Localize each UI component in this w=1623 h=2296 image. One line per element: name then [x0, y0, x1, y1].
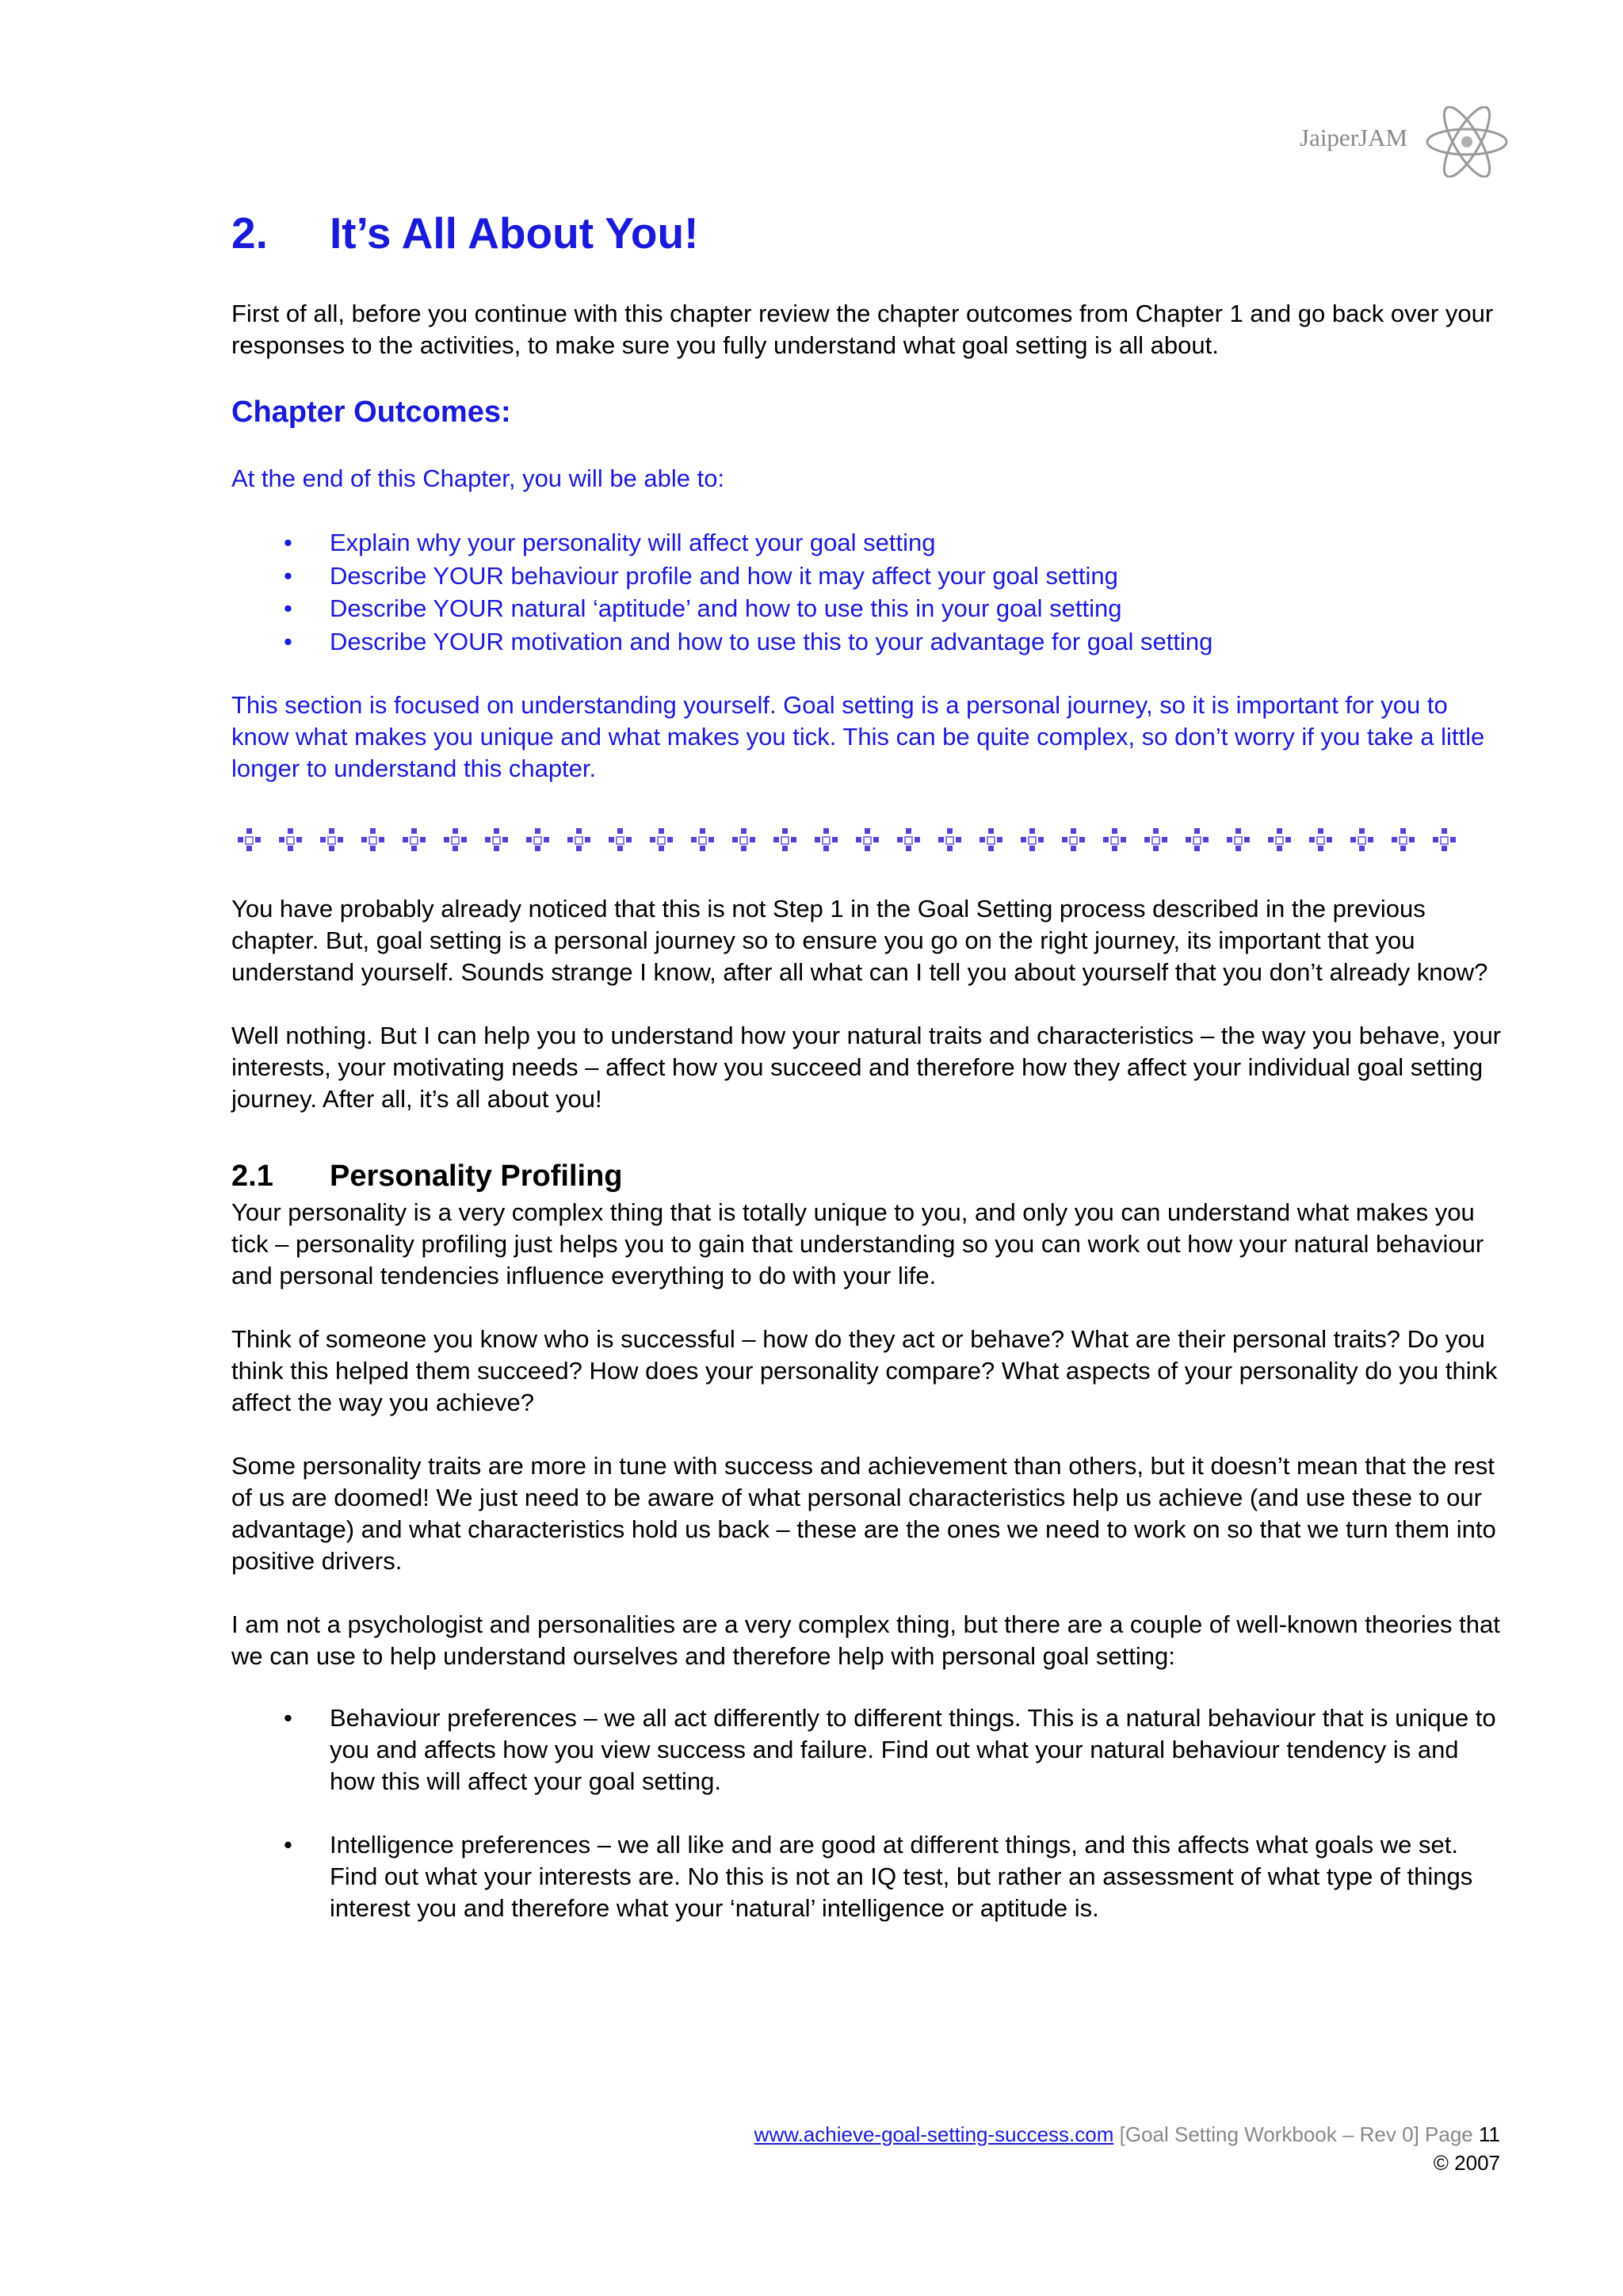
- section-paragraph: Some personality traits are more in tune with success and achievement than others, but it doesn’t mean that the rest of us are doomed! We just need to be aware of what personal characteristics help us achieve (and use these to our advantage) and what characteristics hold us back – these are the ones we need to work on so that we turn them into positive drivers.: [231, 1452, 1496, 1575]
- list-item: [231, 560, 1503, 593]
- website-link[interactable]: www.achieve-goal-setting-success.com: [754, 2122, 1114, 2146]
- divider-motif: [980, 828, 1002, 851]
- footer-line: [754, 2120, 1500, 2149]
- divider-motif: [1103, 828, 1126, 851]
- divider-motif: [1062, 828, 1085, 851]
- list-item-text: Intelligence preferences – we all like and are good at different things, and this affects what goals we set. Find out what your interests are. No this is not an IQ test, but rather an assessment of what type of things interest you and therefore what your ‘natural’ intelligence or aptitude is.: [330, 1831, 1473, 1922]
- divider-motif: [609, 828, 632, 851]
- section-paragraph: Think of someone you know who is successful – how do they act or behave? What are their personal traits? Do you think this helped them succeed? How does your personality compare? What aspects of your personality do you think affect the way you achieve?: [231, 1325, 1498, 1416]
- divider-motif: [526, 828, 549, 851]
- divider-motif: [650, 828, 673, 851]
- divider-motif: [320, 828, 343, 851]
- divider-motif: [238, 828, 261, 851]
- section-heading: [231, 1157, 1503, 1195]
- section-paragraph: Your personality is a very complex thing that is totally unique to you, and only you can understand what makes you tick – personality profiling just helps you to gain that understanding so you can work out how your natural behaviour and personal tendencies influence everything to do with your life.: [231, 1198, 1484, 1289]
- intro-paragraph: First of all, before you continue with this chapter review the chapter outcomes from Chapter 1 and go back over your responses to the activities, to make sure you fully understand what goal setting is all about.: [231, 300, 1494, 359]
- jaiperjam-logo: [1300, 106, 1514, 178]
- bullet-icon: •: [284, 1704, 292, 1732]
- chapter-title: [231, 202, 1503, 264]
- list-item-text: Describe YOUR motivation and how to use this to your advantage for goal setting: [330, 627, 1213, 655]
- list-item: [231, 625, 1503, 659]
- divider-motif: [1227, 828, 1250, 851]
- list-item: [231, 1829, 1503, 1924]
- list-item-text: Describe YOUR natural ‘aptitude’ and how to use this in your goal setting: [330, 594, 1122, 622]
- page-footer: [754, 2120, 1500, 2177]
- outcomes-lead: At the end of this Chapter, you will be able to:: [231, 464, 725, 492]
- divider-motif: [732, 828, 755, 851]
- chapter-number: 2.: [231, 208, 268, 258]
- divider-motif: [361, 828, 384, 851]
- bullet-icon: •: [284, 594, 292, 622]
- list-item-text: Describe YOUR behaviour profile and how it may affect your goal setting: [330, 561, 1118, 590]
- divider-motif: [567, 828, 590, 851]
- workbook-label: [Goal Setting Workbook – Rev 0]: [1119, 2122, 1419, 2146]
- theories-list: [231, 1702, 1503, 1924]
- list-item-text: Behaviour preferences – we all act differently to different things. This is a natural behaviour that is unique to you and affects how you view success and failure. Find out what your natural behaviour tendency is and how this will affect your goal setting.: [330, 1704, 1496, 1795]
- divider-motif: [279, 828, 302, 851]
- chapter-outcomes-heading: Chapter Outcomes:: [231, 395, 511, 429]
- section-paragraph: I am not a psychologist and personalities are a very complex thing, but there are a couple of well-known theories that we can use to help understand ourselves and therefore help with personal goal setting:: [231, 1610, 1500, 1670]
- divider-motif: [773, 828, 796, 851]
- divider-motif: [1350, 828, 1373, 851]
- step-paragraph: You have probably already noticed that this is not Step 1 in the Goal Setting process described in the previous chapter. But, goal setting is a personal journey so to ensure you go on the right journey, its important that you understand yourself. Sounds strange I know, after all what can I tell you about yourself that you don’t already know?: [231, 895, 1488, 986]
- divider-motif: [1021, 828, 1044, 851]
- divider-motif: [403, 828, 426, 851]
- logo-text: JaiperJAM: [1300, 124, 1408, 151]
- divider-motif: [938, 828, 961, 851]
- bullet-icon: •: [284, 627, 292, 655]
- divider-motif: [691, 828, 714, 851]
- outcomes-list: [231, 526, 1503, 658]
- divider-motif: [1268, 828, 1291, 851]
- bullet-icon: •: [284, 1831, 292, 1859]
- section-number: 2.1: [231, 1159, 273, 1193]
- divider-motif: [897, 828, 920, 851]
- bullet-icon: •: [284, 561, 292, 590]
- page-number: 11: [1479, 2122, 1500, 2146]
- page-label: Page: [1425, 2122, 1473, 2146]
- divider-motif: [444, 828, 467, 851]
- chapter-title-text: It’s All About You!: [330, 208, 699, 258]
- divider-motif: [485, 828, 508, 851]
- bullet-icon: •: [284, 529, 292, 556]
- divider-motif: [1392, 828, 1415, 851]
- divider-motif: [856, 828, 879, 851]
- divider-motif: [1186, 828, 1209, 851]
- decorative-divider: [231, 824, 1503, 856]
- list-item: [231, 592, 1503, 625]
- divider-motif: [1309, 828, 1332, 851]
- focus-paragraph: This section is focused on understanding yourself. Goal setting is a personal journey, so it is important for you to know what makes you unique and what makes you tick. This can be quite complex, so don’t worry if you take a little longer to understand this chapter.: [231, 691, 1485, 782]
- divider-motif: [815, 828, 838, 851]
- list-item-text: Explain why your personality will affect your goal setting: [330, 529, 936, 556]
- divider-motif: [1433, 828, 1456, 851]
- well-paragraph: Well nothing. But I can help you to understand how your natural traits and characteristics – the way you behave, your interests, your motivating needs – affect how you succeed and therefore how they affect your individual goal setting journey. After all, it’s all about you!: [231, 1022, 1502, 1113]
- copyright: © 2007: [1433, 2151, 1500, 2175]
- list-item: [231, 1702, 1503, 1797]
- list-item: [231, 526, 1503, 560]
- section-title: Personality Profiling: [330, 1159, 623, 1193]
- divider-motif: [1144, 828, 1167, 851]
- page-content: [231, 202, 1503, 1924]
- atom-icon: [1423, 106, 1511, 178]
